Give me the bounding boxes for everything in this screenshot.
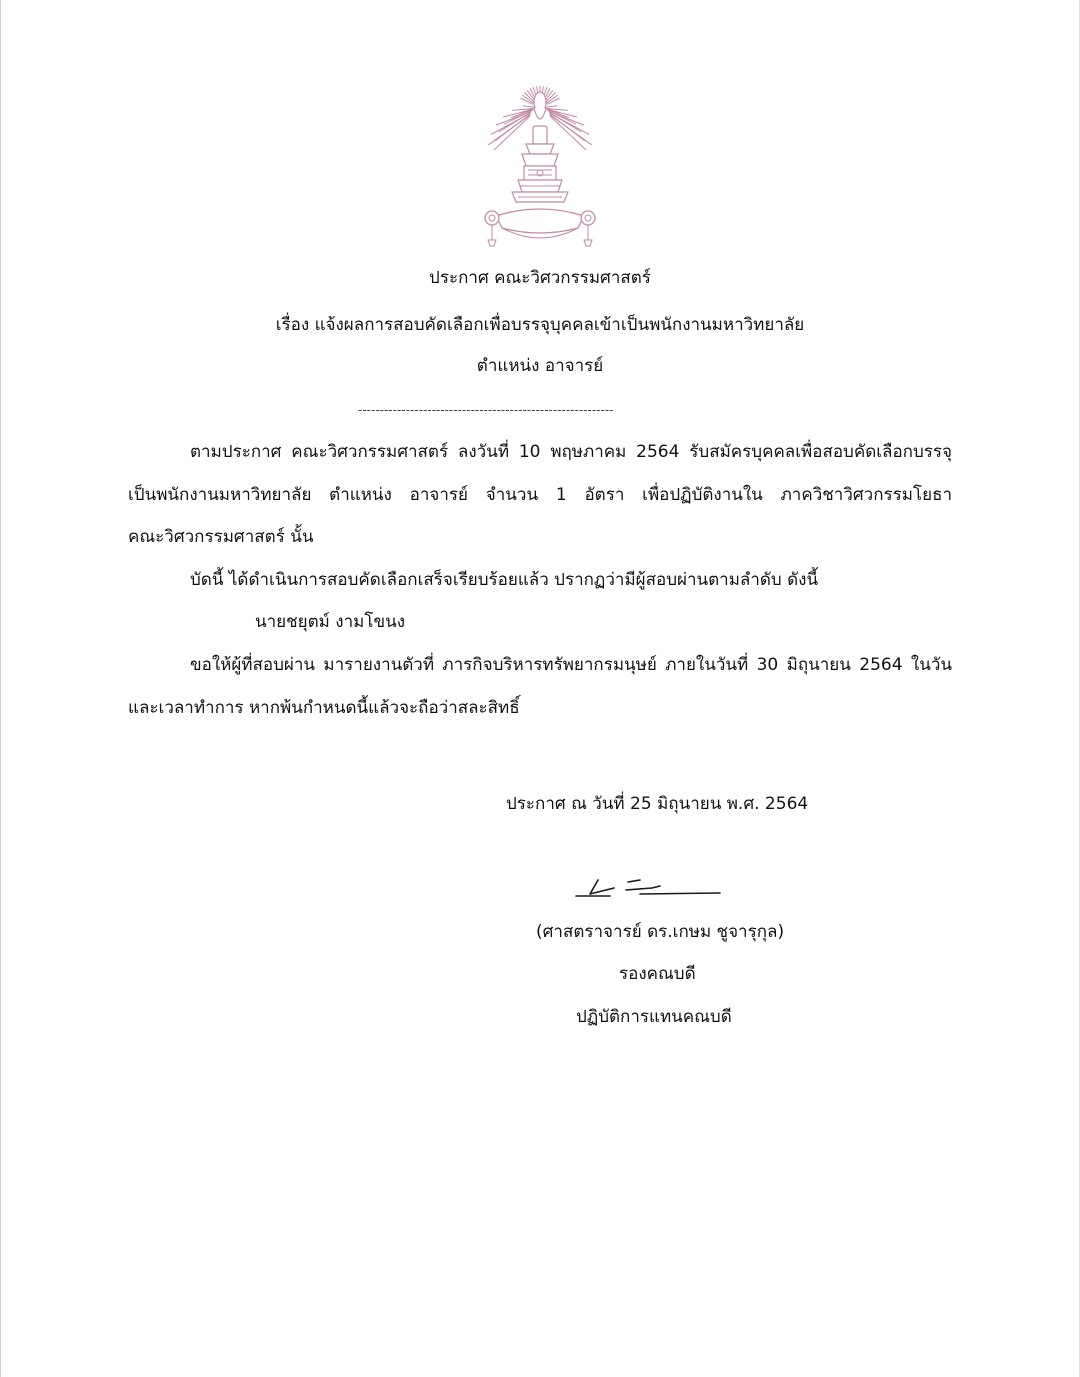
announcement-subject: เรื่อง แจ้งผลการสอบคัดเลือกเพื่อบรรจุบุคคลเข้าเป็นพนักงานมหาวิทยาลัย <box>275 315 805 335</box>
signer-name: (ศาสตราจารย์ ดร.เกษม ชูจารุกุล) <box>536 922 785 942</box>
emblem-ray <box>550 116 586 150</box>
announcement-position: ตำแหน่ง อาจารย์ <box>476 356 604 376</box>
emblem-ray <box>494 116 530 150</box>
paragraph-1-line-1: ตามประกาศ คณะวิศวกรรมศาสตร์ ลงวันที่ 10 พฤษภาคม 2564 รับสมัครบุคคลเพื่อสอบคัดเลือกบรรจุ <box>190 442 952 462</box>
announcement-title: ประกาศ คณะวิศวกรรมศาสตร์ <box>429 268 651 288</box>
emblem-ray <box>549 113 589 135</box>
paragraph-3-line-1: ขอให้ผู้ที่สอบผ่าน มารายงานตัวที่ ภารกิจบริหารทรัพยากรมนุษย์ ภายในวันที่ 30 มิถุนายน 2564 ในวัน <box>190 655 952 675</box>
divider: ----------------------------------------------------------- <box>358 403 614 417</box>
page-edge-left <box>0 0 1 1377</box>
university-emblem-icon <box>478 80 602 250</box>
paragraph-3-line-2: และเวลาทำการ หากพ้นกำหนดนี้แล้วจะถือว่าสละสิทธิ์ <box>128 698 520 718</box>
signature-icon <box>570 858 730 908</box>
candidate-name: นายชยุตม์ งามโขนง <box>255 612 406 632</box>
paragraph-1-line-3: คณะวิศวกรรมศาสตร์ นั้น <box>128 527 314 547</box>
paragraph-2: บัดนี้ ได้ดำเนินการสอบคัดเลือกเสร็จเรียบร้อยแล้ว ปรากฏว่ามีผู้สอบผ่านตามลำดับ ดังนี้ <box>190 570 819 590</box>
announcement-date: ประกาศ ณ วันที่ 25 มิถุนายน พ.ศ. 2564 <box>506 794 809 814</box>
paragraph-1-line-2: เป็นพนักงานมหาวิทยาลัย ตำแหน่ง อาจารย์ จำนวน 1 อัตรา เพื่อปฏิบัติงานใน ภาควิชาวิศวกรรมโยธา <box>128 485 952 505</box>
signer-title: รองคณบดี <box>619 964 696 984</box>
signer-role: ปฏิบัติการแทนคณบดี <box>576 1007 732 1027</box>
